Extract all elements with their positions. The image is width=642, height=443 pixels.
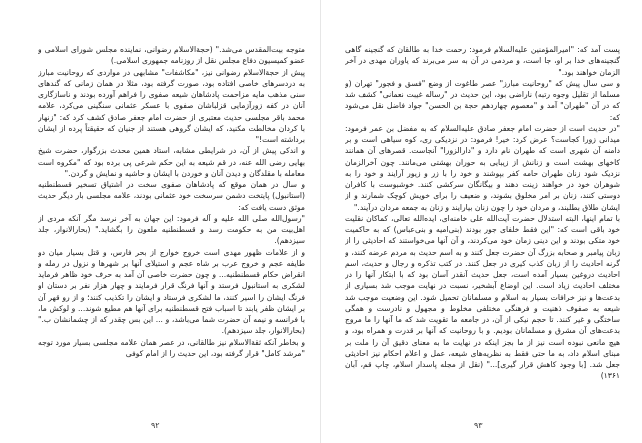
left-paragraph: و از علامات ظهور مهدی است خروج خوارج از بحر فارس، و قتل بسیار میان دو طایفه عجم و خروج عرب بر شاه عجم و استیلای آنها بر شهرها و نزول در رمله و انقراض حکام قسطنطنیه... و چون حضرت خاصی آن آمد به حرف خود ظاهر فرماید لشکری به استانبول فرستد و آنها فرنگ قرار فرمایند و چهار هزار نفر بر دستان او فرنگ ایشان را اسیر کنند، ما لشکری فرستاد و ایشان را تکذیب کنند؛ و از رو قهر آن بر ایشان ظفر یابند تا اسباب فتح قسطنطنیه برای آنها هم مطیع شوند... و لوکش ما، با فرانسه و نیمه آن حضرت شما می‌باشد، و ... این بس چقدر که از چشمانشان ب." (بحارالانوار، جلد سیزدهم). <box>38 247 305 336</box>
left-paragraph: و سال در همان موقع که پادشاهان صفوی سخت در اشتیاق تسخیر قسطنطنیه (استانبول) پایتخت دشمن سرسخت خود عثمانی بودند، علامه مجلسی بار دیگر حدیث موثق دست یافت که: <box>38 180 305 212</box>
left-paragraph: پیش از حجة‌الاسلام رضوانی نیز، "مکاشفات" مشابهی در مواردی که روحانیت مبارز به دردسرهای خاصی افتاده بود، صورت گرفته بود، مثلا در همان زمانی که گندهای سنی مذهب مایه مزاحمت پادشاهان شیعه صفوی را فراهم آورده بودند و ناسازگاری آنان در کفه زورآزمایی قزلباشان صفوی با عسکر عثمانی سنگینی می‌کرد، علامه محمد باقر مجلسی حدیث معتبری از حضرت امام جعفر صادق کشف کرد که: "زنهار با کردان مخالطت مکنید، که ایشان گروهی هستند از جنیان که حقیقتاً پرده از ایشان برداشته است!" <box>38 67 305 144</box>
left-paragraph: و بخاطر آنکه ثقة‌الاسلام نیز طالقانی، در عصر همان علامه مجلسی بسیار مورد توجه "مرشد کامل" قرار گرفته بود، این حدیث را از امام کوفی <box>38 337 305 358</box>
left-page-body <box>38 44 305 414</box>
left-paragraph: "رسول‌الله صلی الله علیه و آله فرمود: این جهان به آخر نرسد مگر آنکه مردی از اهل‌بیت من به حکومت رسد و قسطنطنیه ملعون را بگشاید." (بحارالانوار، جلد سیزدهم). <box>38 213 305 246</box>
right-paragraph: با تمام اینها، البته استدلال حضرت آیت‌الله علی خامنه‌ای، ایده‌الله تعالی، کماکان نقلیت خود باقی است که: "این فقط خلفای جور بودند (بنی‌امیه و بنی‌عباس) که به حاکمیت خود متکی بودند و این دینی زمان خود می‌کردند، و آن آنها می‌خواستند که احادیثی را از زبان پیامبر و صحابه بزرگ آن حضرت جعل کنند و به اسم حدیث به مردم عرضه کنند، و گرنه احادیث را از زبان کذب کیری در جعل کنند. در کتب تذکره و رجال و حدیث، اسم احادیث دروغین بسیار آمده است، جعل حدیث آنقدر آسان بود که با ابتکار آنها را در مختلف احادیث زیاد است. این اوضاع آبشخیر، نسبت در نهایت موجب شد بسیاری از بدعت‌ها و نیز خرافات بسیار به اسلام و مسلمانان تحمیل شود. این وضعیت موجب شد شیعه به صفوف ذهنیت و فرهنگی مختلفی مخلوط و مجهول و نادرست و همگی ساختگی و غیر کنند. تا حجم نیکی از آن، در جامعه ما تقویت شد که ما آنها را ما مروج بدعت‌های آن مشرق و مسلمانان بودیم. و با روحانیت که آنها بر قدرت و همراه بود، و هیچ مانعی نبوده است نیز از ما بجز اینکه در نهایت ما به معنای دقیق آن را ملت بر مبنای اسلام داد، به ما حتی فقط به نظریه‌های شیعه، عمل و اعلام احکام نیز احادیثی جعل شد. [با وجود کاهش قرار گیری]..." (نقل از مجله پاسدار اسلام، چاپ قم، آبان ۱۳۶۱) <box>345 213 620 381</box>
left-paragraph: متوجه بیت‌المقدس می‌شد." (حجة‌الاسلام رضوانی، نماینده مجلس شورای اسلامی و عضو کمیسیون دفاع مجلس نقل از روزنامه جمهوری اسلامی.) <box>38 45 305 66</box>
right-page-body <box>345 44 620 414</box>
right-paragraph: و سی سال پیش که "روحانیت مبارز" عصر طاغوت از وضع "فسق و فجور" تهران (و مسلما از تقلیل وجوه رتبه) ناراضی بود، این حدیث در "رساله غیبت نعمانی" کشف شد که در آن "طهران" آمد و "معصوم چهاردهم حجة بن الحسن" جواد فاضل نقل می‌شود که: <box>345 78 620 122</box>
left-paragraph: و اندکی پیش از آن، در شرایطی مشابه، استاد همین محدث بزرگوار، حضرت شیخ بهایی رضی الله عنه، در قم شیعه به این حکم شرعی پی برده بود که "مکروه است معامله با مقلدگان و دیدن آنان و خوردن با ایشان و حاشیه و نمایش و گردن." <box>38 146 305 178</box>
left-page-number: ۹۲ <box>151 421 160 430</box>
right-paragraph: "در حدیث است از حضرت امام جعفر صادق علیه‌السلام که به مفضل بن عمر فرمود: میدانی زورا کجاست؟ عرض کرد: خیر! فرمود: در نزدیکی ری، کوه سیاهی است و بر دامنه آن شهری است که طهران نام دارد و "دارالزورا" آنجاست. قصرهای آن همانند کاخهای بهشت است و زنانش از زیبایی به حوران بهشتی می‌مانند. چون آخرالزمان نزدیک شود زنان طهران حامه کفر بپوشند و خود را با زر و زیور آرایند و خود را به شوهران خود در خواهند زینت دهند و بیگانگان سرکشی کنند. خوشبوست با کافران دوستی کنند، زنان بر امر مخلوق بشوند، و ضعیف را برای خویش کوچک شمارند و از ایشان طلاق بطلبند، و مردان خود را چون زنان بیارایند و زنان به جمعه مردان درآیند." <box>345 123 620 212</box>
right-page-number: ۹۳ <box>474 421 483 430</box>
right-page <box>321 0 642 443</box>
right-paragraph: پست آمد که: "امیرالمؤمنین علیه‌السلام فرمود: رحمت خدا به طالقان که گنجینه گاهی گنجینه‌های خدا بر او، جا است، و مردمی در آن به سر می‌برند که یاوران مهدی در آخر الزمان خواهند بود." <box>345 45 620 77</box>
